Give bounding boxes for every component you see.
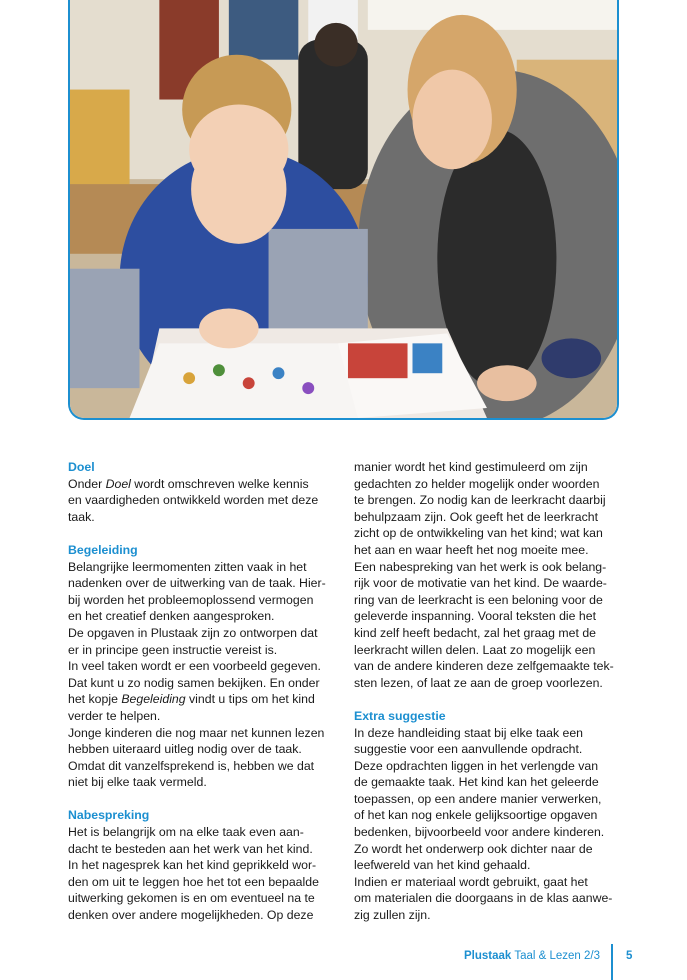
extra-suggestie-heading: Extra suggestie xyxy=(354,708,446,723)
text-span: vindt u tips om het kind xyxy=(185,692,315,707)
extra-line: of het kan nog enkele gelijksoortige opgaven xyxy=(354,808,598,823)
extra-line: om materialen die doorgaans in de klas aanwe- xyxy=(354,891,613,906)
begeleiding-line: Belangrijke leermomenten zitten vaak in het xyxy=(68,559,307,574)
text-span: Onder xyxy=(68,476,106,491)
doel-line: taak. xyxy=(68,509,95,524)
nabespreking-line: kind zelf heeft bedacht, zal het graag met de xyxy=(354,625,596,640)
classroom-illustration xyxy=(70,0,617,418)
extra-line: suggestie voor een aanvullende opdracht. xyxy=(354,742,583,757)
page-number: 5 xyxy=(626,950,633,962)
begeleiding-heading: Begeleiding xyxy=(68,542,138,557)
nabespreking-line: Het is belangrijk om na elke taak even aan- xyxy=(68,825,304,840)
nabespreking-line: gedachten zo helder mogelijk onder woorden xyxy=(354,476,600,491)
footer-title xyxy=(464,950,600,962)
nabespreking-line: sten lezen, of laat ze aan de groep voorlezen. xyxy=(354,675,603,690)
extra-line: In deze handleiding staat bij elke taak een xyxy=(354,725,584,740)
begeleiding-line: nadenken over de uitwerking van de taak. Hier- xyxy=(68,576,326,591)
doel-line xyxy=(68,476,343,493)
nabespreking-line: behulpzaam zijn. Ook geeft het de leerkracht xyxy=(354,509,599,524)
nabespreking-heading: Nabespreking xyxy=(68,808,150,823)
begeleiding-line xyxy=(68,691,343,708)
extra-line: Zo wordt het onderwerp ook dichter naar de xyxy=(354,841,593,856)
nabespreking-line: zicht op de ontwikkeling van het kind; wat kan xyxy=(354,526,603,541)
extra-line: bedenken, bijvoorbeeld voor andere kinderen. xyxy=(354,825,605,840)
nabespreking-line: het aan en waar heeft het nog moeite mee. xyxy=(354,542,589,557)
extra-line: Indien er materiaal wordt gebruikt, gaat het xyxy=(354,874,588,889)
begeleiding-line: De opgaven in Plustaak zijn zo ontworpen dat xyxy=(68,625,318,640)
begeleiding-line: verder te helpen. xyxy=(68,708,161,723)
extra-line: leefwereld van het kind gehaald. xyxy=(354,858,531,873)
classroom-photo xyxy=(68,0,619,420)
left-column xyxy=(68,459,343,924)
nabespreking-line: Een nabespreking van het werk is ook belang- xyxy=(354,559,607,574)
begeleiding-line: Jonge kinderen die nog maar net kunnen lezen xyxy=(68,725,325,740)
right-column xyxy=(354,459,629,924)
text-span: wordt omschreven welke kennis xyxy=(130,476,309,491)
doel-line: en vaardigheden ontwikkeld worden met deze xyxy=(68,493,319,508)
extra-line: toepassen, op een andere manier verwerken, xyxy=(354,791,602,806)
emphasis: Begeleiding xyxy=(121,692,186,707)
begeleiding-line: bij worden het probleemoplossend vermogen xyxy=(68,592,314,607)
emphasis: Doel xyxy=(105,476,131,491)
nabespreking-line: manier wordt het kind gestimuleerd om zijn xyxy=(354,460,588,474)
begeleiding-line: Omdat dit vanzelfsprekend is, hebben we dat xyxy=(68,758,315,773)
nabespreking-line: rijk voor de motivatie van het kind. De waarde- xyxy=(354,576,607,591)
begeleiding-line: niet bij elke taak vermeld. xyxy=(68,775,207,790)
begeleiding-line: Dat kunt u zo nodig samen bekijken. En onder xyxy=(68,675,320,690)
nabespreking-line: ring van de leerkracht is een beloning voor de xyxy=(354,592,603,607)
nabespreking-line: dacht te besteden aan het werk van het kind. xyxy=(68,841,313,856)
text-span: het kopje xyxy=(68,692,122,707)
extra-line: Deze opdrachten liggen in het verlengde van xyxy=(354,758,599,773)
nabespreking-line: In het nagesprek kan het kind geprikkeld wor- xyxy=(68,858,317,873)
footer-divider xyxy=(611,944,613,980)
nabespreking-line: geleverde inspanning. Vooral teksten die het xyxy=(354,609,597,624)
begeleiding-line: en het creatief denken aangesproken. xyxy=(68,609,275,624)
nabespreking-line: uitwerking gekomen is en om eventueel na te xyxy=(68,891,315,906)
begeleiding-line: er in principe geen instructie vereist is. xyxy=(68,642,278,657)
footer-subtitle: Taal & Lezen 2/3 xyxy=(511,950,600,962)
nabespreking-line: te brengen. Zo nodig kan de leerkracht daarbij xyxy=(354,493,606,508)
nabespreking-line: van de andere kinderen deze zelfgemaakte tek- xyxy=(354,659,614,674)
nabespreking-line: leerkracht willen delen. Laat zo mogelijk een xyxy=(354,642,596,657)
extra-line: de gemaakte taak. Het kind kan het geleerde xyxy=(354,775,599,790)
begeleiding-line: In veel taken wordt er een voorbeeld gegeven. xyxy=(68,659,321,674)
nabespreking-line: den om uit te leggen hoe het tot een bepaalde xyxy=(68,874,319,889)
footer-brand: Plustaak xyxy=(464,950,512,962)
begeleiding-line: hebben uiteraard uitleg nodig over de taak. xyxy=(68,742,302,757)
extra-line: zig zullen zijn. xyxy=(354,908,431,923)
doel-heading: Doel xyxy=(68,460,95,474)
nabespreking-line: denken over andere mogelijkheden. Op deze xyxy=(68,908,314,923)
